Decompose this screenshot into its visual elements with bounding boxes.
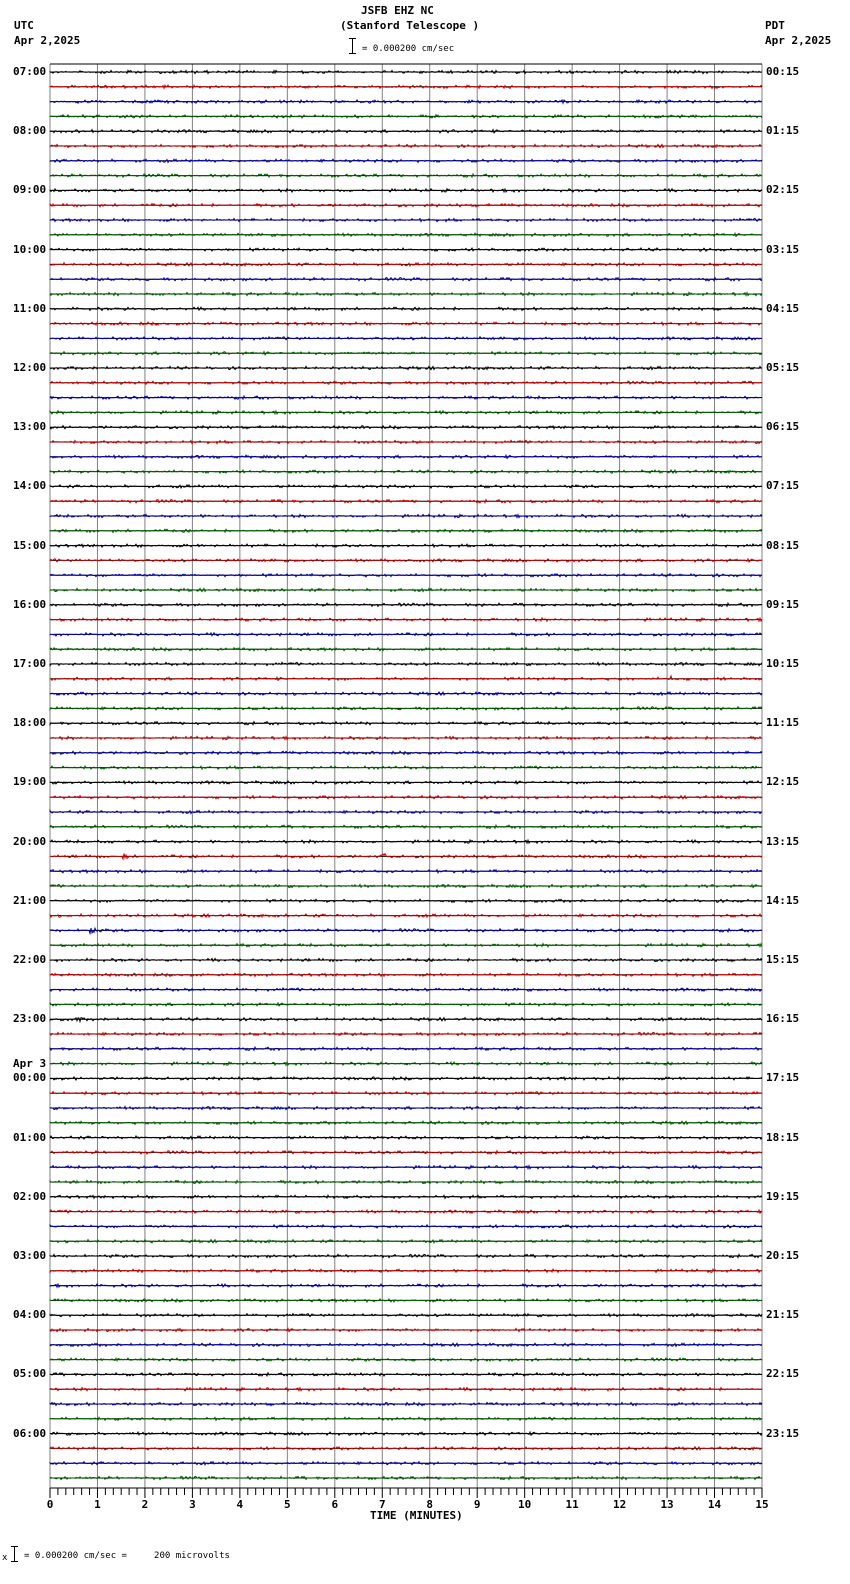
x-axis-label: TIME (MINUTES) bbox=[370, 1509, 463, 1522]
utc-hour-label: 21:00 bbox=[13, 893, 47, 907]
pdt-hour-label: 00:15 bbox=[766, 65, 800, 78]
date-change-label: Apr 3 bbox=[13, 1057, 47, 1071]
trace bbox=[50, 1402, 762, 1405]
x-tick-label: 0 bbox=[46, 1498, 54, 1511]
utc-hour-label: 00:00 bbox=[13, 1071, 47, 1085]
pdt-hour-label: 15:15 bbox=[766, 953, 800, 966]
trace bbox=[50, 1121, 762, 1124]
trace bbox=[50, 544, 762, 547]
trace bbox=[50, 292, 762, 295]
pdt-hour-label: 20:15 bbox=[766, 1249, 800, 1262]
utc-hour-label: 20:00 bbox=[13, 834, 47, 848]
pdt-hour-label: 12:15 bbox=[766, 775, 800, 789]
trace bbox=[50, 529, 762, 532]
left-date: Apr 2,2025 bbox=[14, 34, 81, 47]
x-tick-label: 8 bbox=[426, 1498, 434, 1511]
trace bbox=[50, 692, 762, 695]
utc-hour-label: 05:00 bbox=[13, 1367, 47, 1381]
pdt-hour-label: 23:15 bbox=[766, 1426, 800, 1440]
x-tick-label: 12 bbox=[612, 1498, 627, 1511]
trace bbox=[50, 870, 762, 873]
trace bbox=[50, 130, 762, 133]
utc-hour-label: 07:00 bbox=[13, 65, 47, 78]
utc-hour-label: 18:00 bbox=[13, 716, 47, 730]
footer-scale-text: = 0.000200 cm/sec = 200 microvolts bbox=[24, 1551, 230, 1561]
utc-hour-label: 13:00 bbox=[13, 420, 47, 434]
site-subtitle: (Stanford Telescope ) bbox=[340, 19, 480, 32]
trace bbox=[50, 944, 762, 947]
pdt-hour-label: 13:15 bbox=[766, 834, 800, 848]
utc-hour-label: 12:00 bbox=[13, 361, 47, 374]
utc-hour-label: 03:00 bbox=[13, 1249, 47, 1262]
pdt-hour-label: 16:15 bbox=[766, 1012, 800, 1026]
utc-hour-label: 10:00 bbox=[13, 242, 47, 256]
trace bbox=[50, 100, 762, 103]
pdt-hour-label: 06:15 bbox=[766, 420, 800, 434]
pdt-hour-label: 17:15 bbox=[766, 1071, 800, 1085]
trace bbox=[50, 396, 762, 399]
pdt-hour-label: 18:15 bbox=[766, 1130, 800, 1144]
pdt-hour-label: 04:15 bbox=[766, 301, 800, 315]
pdt-hour-label: 07:15 bbox=[766, 479, 800, 493]
x-tick-label: 6 bbox=[331, 1498, 339, 1511]
pdt-hour-label: 10:15 bbox=[766, 657, 800, 670]
x-tick-label: 2 bbox=[141, 1498, 149, 1511]
trace bbox=[50, 1195, 762, 1198]
trace bbox=[50, 618, 762, 621]
trace bbox=[50, 751, 762, 754]
pdt-hour-label: 22:15 bbox=[766, 1367, 800, 1381]
trace bbox=[50, 810, 762, 813]
utc-hour-label: 15:00 bbox=[13, 538, 47, 552]
time-axis bbox=[50, 1488, 762, 1498]
trace bbox=[50, 854, 762, 860]
utc-hour-label: 16:00 bbox=[13, 597, 47, 611]
trace bbox=[50, 233, 762, 236]
scale-text: = 0.000200 cm/sec bbox=[362, 44, 455, 54]
pdt-hour-label: 21:15 bbox=[766, 1308, 800, 1322]
x-tick-label: 4 bbox=[236, 1498, 244, 1511]
trace bbox=[50, 648, 762, 651]
pdt-hour-label: 11:15 bbox=[766, 716, 800, 730]
footer-scale-bar-icon bbox=[11, 1546, 18, 1562]
trace bbox=[50, 352, 762, 355]
trace bbox=[50, 85, 762, 88]
trace bbox=[50, 825, 762, 828]
x-tick-label: 9 bbox=[473, 1498, 481, 1511]
utc-hour-label: 06:00 bbox=[13, 1426, 47, 1440]
right-timezone: PDT bbox=[765, 19, 785, 32]
trace bbox=[50, 1210, 762, 1213]
utc-hour-label: 01:00 bbox=[13, 1130, 47, 1144]
utc-hour-label: 19:00 bbox=[13, 775, 47, 789]
utc-hour-label: 08:00 bbox=[13, 124, 47, 138]
pdt-hour-label: 05:15 bbox=[766, 361, 800, 374]
trace bbox=[50, 70, 762, 73]
x-tick-label: 14 bbox=[707, 1498, 722, 1511]
pdt-hour-label: 14:15 bbox=[766, 893, 800, 907]
trace bbox=[50, 574, 762, 577]
x-tick-label: 3 bbox=[189, 1498, 196, 1511]
x-tick-label: 10 bbox=[518, 1498, 532, 1511]
trace bbox=[50, 1018, 762, 1022]
trace bbox=[50, 707, 762, 710]
utc-hour-label: 09:00 bbox=[13, 183, 47, 197]
trace bbox=[50, 988, 762, 991]
pdt-hour-label: 02:15 bbox=[766, 183, 800, 197]
pdt-hour-label: 19:15 bbox=[766, 1189, 800, 1203]
trace bbox=[50, 159, 762, 162]
trace bbox=[50, 588, 762, 591]
x-tick-label: 7 bbox=[378, 1498, 386, 1511]
utc-hour-label: 04:00 bbox=[13, 1308, 47, 1322]
trace bbox=[50, 455, 762, 458]
footer-marker: x bbox=[2, 1553, 8, 1563]
utc-hour-label: 22:00 bbox=[13, 953, 47, 966]
left-timezone: UTC bbox=[14, 19, 34, 32]
x-tick-label: 5 bbox=[284, 1498, 291, 1511]
trace bbox=[50, 1373, 762, 1376]
trace bbox=[50, 337, 762, 340]
utc-hour-label: 17:00 bbox=[13, 657, 47, 670]
pdt-hour-label: 03:15 bbox=[766, 242, 800, 256]
station-title: JSFB EHZ NC bbox=[361, 4, 434, 17]
trace bbox=[50, 796, 762, 799]
pdt-hour-label: 01:15 bbox=[766, 124, 800, 138]
utc-hour-label: 02:00 bbox=[13, 1189, 47, 1203]
right-date: Apr 2,2025 bbox=[765, 34, 832, 47]
x-tick-label: 15 bbox=[755, 1498, 769, 1511]
utc-hour-label: 23:00 bbox=[13, 1012, 47, 1026]
trace bbox=[50, 1254, 762, 1257]
x-tick-label: 1 bbox=[94, 1498, 101, 1511]
x-tick-label: 13 bbox=[660, 1498, 674, 1511]
trace bbox=[50, 1269, 762, 1272]
utc-hour-label: 14:00 bbox=[13, 479, 47, 493]
utc-hour-label: 11:00 bbox=[13, 301, 47, 315]
pdt-hour-label: 08:15 bbox=[766, 538, 800, 552]
trace bbox=[50, 248, 762, 251]
trace bbox=[50, 1225, 762, 1228]
trace bbox=[50, 514, 762, 517]
trace bbox=[50, 1299, 762, 1302]
minute-gridlines bbox=[50, 64, 762, 1488]
x-tick-label: 11 bbox=[565, 1498, 579, 1511]
trace bbox=[50, 676, 762, 681]
trace bbox=[50, 840, 762, 843]
trace-lines bbox=[50, 70, 762, 1479]
trace bbox=[50, 1062, 762, 1065]
trace bbox=[50, 1432, 762, 1435]
trace bbox=[50, 218, 762, 221]
trace bbox=[50, 174, 762, 177]
pdt-hour-label: 09:15 bbox=[766, 597, 800, 611]
